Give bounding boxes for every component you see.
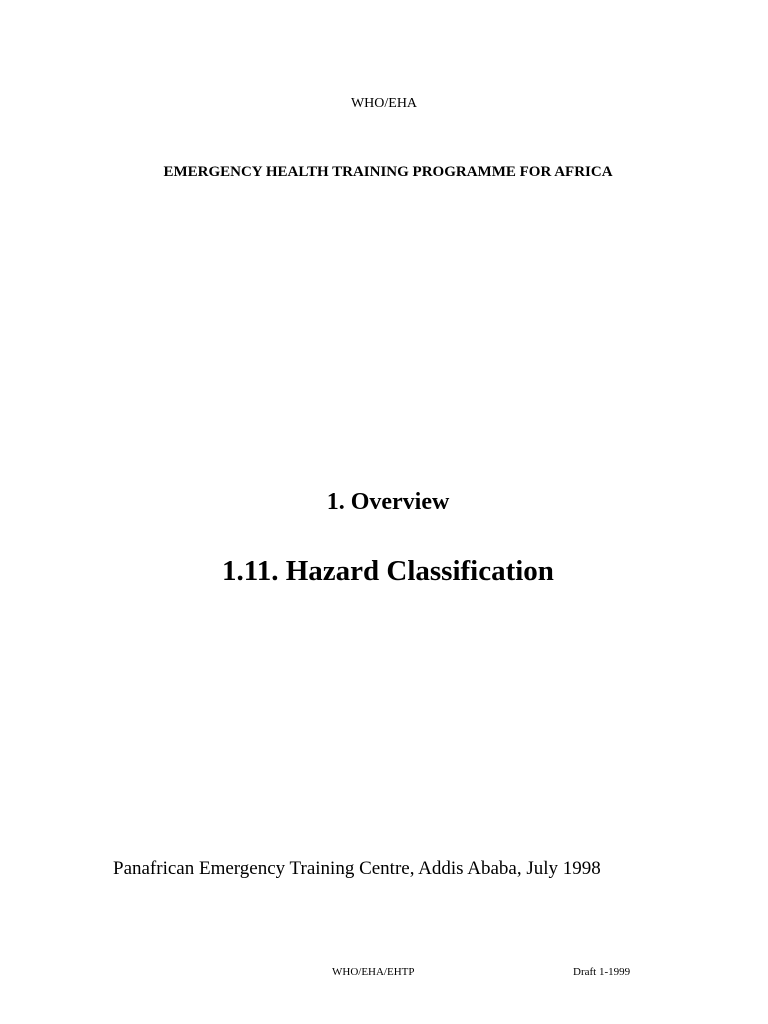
document-title: 1.11. Hazard Classification: [222, 555, 554, 587]
footer-document-code: WHO/EHA/EHTP: [332, 966, 415, 978]
section-heading: 1. Overview: [326, 489, 450, 515]
programme-title: EMERGENCY HEALTH TRAINING PROGRAMME FOR AFRICA: [163, 164, 613, 180]
footer-draft-version: Draft 1-1999: [573, 966, 631, 978]
organization-header: WHO/EHA: [350, 96, 418, 111]
place-date-line: Panafrican Emergency Training Centre, Addis Ababa, July 1998: [113, 858, 601, 879]
